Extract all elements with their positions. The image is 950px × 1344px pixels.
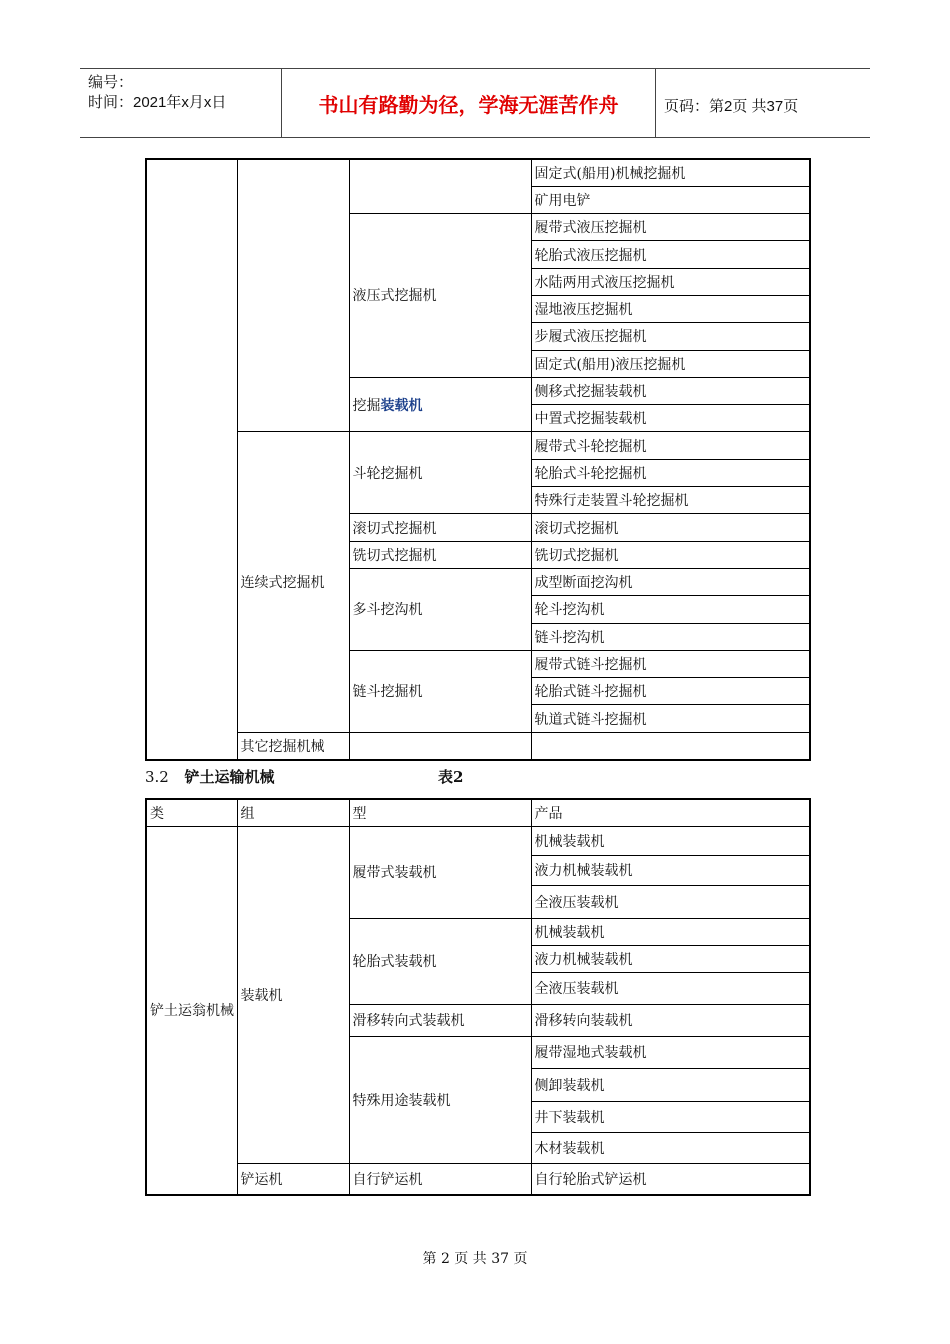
dig-loader-prefix: 挖掘	[352, 397, 381, 414]
table1-product-cell: 步履式液压挖掘机	[531, 323, 810, 350]
table1-type-cell: 斗轮挖掘机	[349, 432, 531, 514]
table2-product-cell: 液力机械装载机	[531, 945, 810, 972]
table1-product-cell: 铣切式挖掘机	[531, 541, 810, 568]
table1-product-cell: 链斗挖沟机	[531, 623, 810, 650]
table1-product-cell: 履带式斗轮挖掘机	[531, 432, 810, 459]
table2-type-cell: 自行铲运机	[349, 1163, 531, 1195]
table1-product-cell: 水陆两用式液压挖掘机	[531, 268, 810, 295]
table1-product-cell: 湿地液压挖掘机	[531, 295, 810, 322]
table1-product-cell: 中置式挖掘装载机	[531, 405, 810, 432]
table2-type-cell: 履带式装载机	[349, 826, 531, 918]
page-footer: 第 2 页 共 37 页	[422, 1251, 528, 1267]
table2-product-cell: 机械装载机	[531, 826, 810, 855]
table1-product-cell: 固定式(船用)液压挖掘机	[531, 350, 810, 377]
excavator-table	[145, 158, 811, 761]
table2-header-cell: 产品	[531, 799, 810, 826]
table2-header-cell: 类	[146, 799, 237, 826]
table1-group-cell	[237, 159, 349, 432]
table1-category-cell	[146, 159, 237, 760]
table1-product-cell: 轮斗挖沟机	[531, 596, 810, 623]
table1-type-cell	[349, 732, 531, 759]
page-header	[80, 68, 870, 138]
loader-link[interactable]: 装载机	[380, 397, 423, 414]
table1-product-cell: 特殊行走装置斗轮挖掘机	[531, 487, 810, 514]
table1-type-cell: 液压式挖掘机	[349, 214, 531, 378]
table2-product-cell: 全液压装载机	[531, 972, 810, 1004]
table1-product-cell: 履带式液压挖掘机	[531, 214, 810, 241]
table1-type-cell: 滚切式挖掘机	[349, 514, 531, 541]
table1-type-cell: 链斗挖掘机	[349, 650, 531, 732]
table1-group-cell: 连续式挖掘机	[237, 432, 349, 732]
table1-product-cell: 履带式链斗挖掘机	[531, 650, 810, 677]
table2-type-cell: 滑移转向式装载机	[349, 1004, 531, 1036]
table2-type-cell: 特殊用途装载机	[349, 1036, 531, 1163]
table2-product-cell: 全液压装载机	[531, 885, 810, 918]
header-meta	[80, 69, 282, 137]
section-number: 3.2	[145, 768, 169, 786]
table2-product-cell: 滑移转向装载机	[531, 1004, 810, 1036]
table1-product-cell: 矿用电铲	[531, 186, 810, 213]
table2-product-cell: 自行轮胎式铲运机	[531, 1163, 810, 1195]
table1-product-cell: 滚切式挖掘机	[531, 514, 810, 541]
table1-type-cell	[349, 159, 531, 214]
table2-product-cell: 井下装载机	[531, 1101, 810, 1132]
header-motto: 书山有路勤为径，学海无涯苦作舟	[282, 69, 656, 137]
table2-product-cell: 木材装载机	[531, 1132, 810, 1163]
table2-category-cell: 铲土运翁机械	[146, 826, 237, 1195]
table1-product-cell: 成型断面挖沟机	[531, 568, 810, 595]
table2-product-cell: 机械装载机	[531, 918, 810, 945]
table2-product-cell: 履带湿地式装载机	[531, 1036, 810, 1068]
table2-product-cell: 液力机械装载机	[531, 855, 810, 885]
table2-header-cell: 组	[237, 799, 349, 826]
document-number-label: 编号：	[88, 74, 134, 91]
document-time: 时间：2021年x月x日	[88, 94, 227, 111]
table1-product-cell: 轮胎式链斗挖掘机	[531, 678, 810, 705]
table1-type-cell: 铣切式挖掘机	[349, 541, 531, 568]
table1-product-cell: 轨道式链斗挖掘机	[531, 705, 810, 732]
table1-type-cell	[349, 377, 531, 432]
section-title: 铲土运输机械	[184, 768, 275, 786]
header-page-info: 页码：第2页 共37页	[664, 98, 799, 115]
table2-product-cell: 侧卸装载机	[531, 1068, 810, 1101]
earthmoving-table	[145, 798, 811, 1196]
table2-group-cell: 装载机	[237, 826, 349, 1163]
table2-header-cell: 型	[349, 799, 531, 826]
table1-group-cell: 其它挖掘机械	[237, 732, 349, 759]
table2-group-cell: 铲运机	[237, 1163, 349, 1195]
table1-product-cell: 侧移式挖掘装载机	[531, 377, 810, 404]
table1-product-cell: 轮胎式液压挖掘机	[531, 241, 810, 268]
table1-product-cell: 轮胎式斗轮挖掘机	[531, 459, 810, 486]
table1-type-cell: 多斗挖沟机	[349, 568, 531, 650]
table2-type-cell: 轮胎式装载机	[349, 918, 531, 1004]
table2-caption	[145, 766, 464, 787]
table1-product-cell	[531, 732, 810, 759]
table-label: 表2	[438, 768, 464, 786]
table1-product-cell: 固定式(船用)机械挖掘机	[531, 159, 810, 186]
